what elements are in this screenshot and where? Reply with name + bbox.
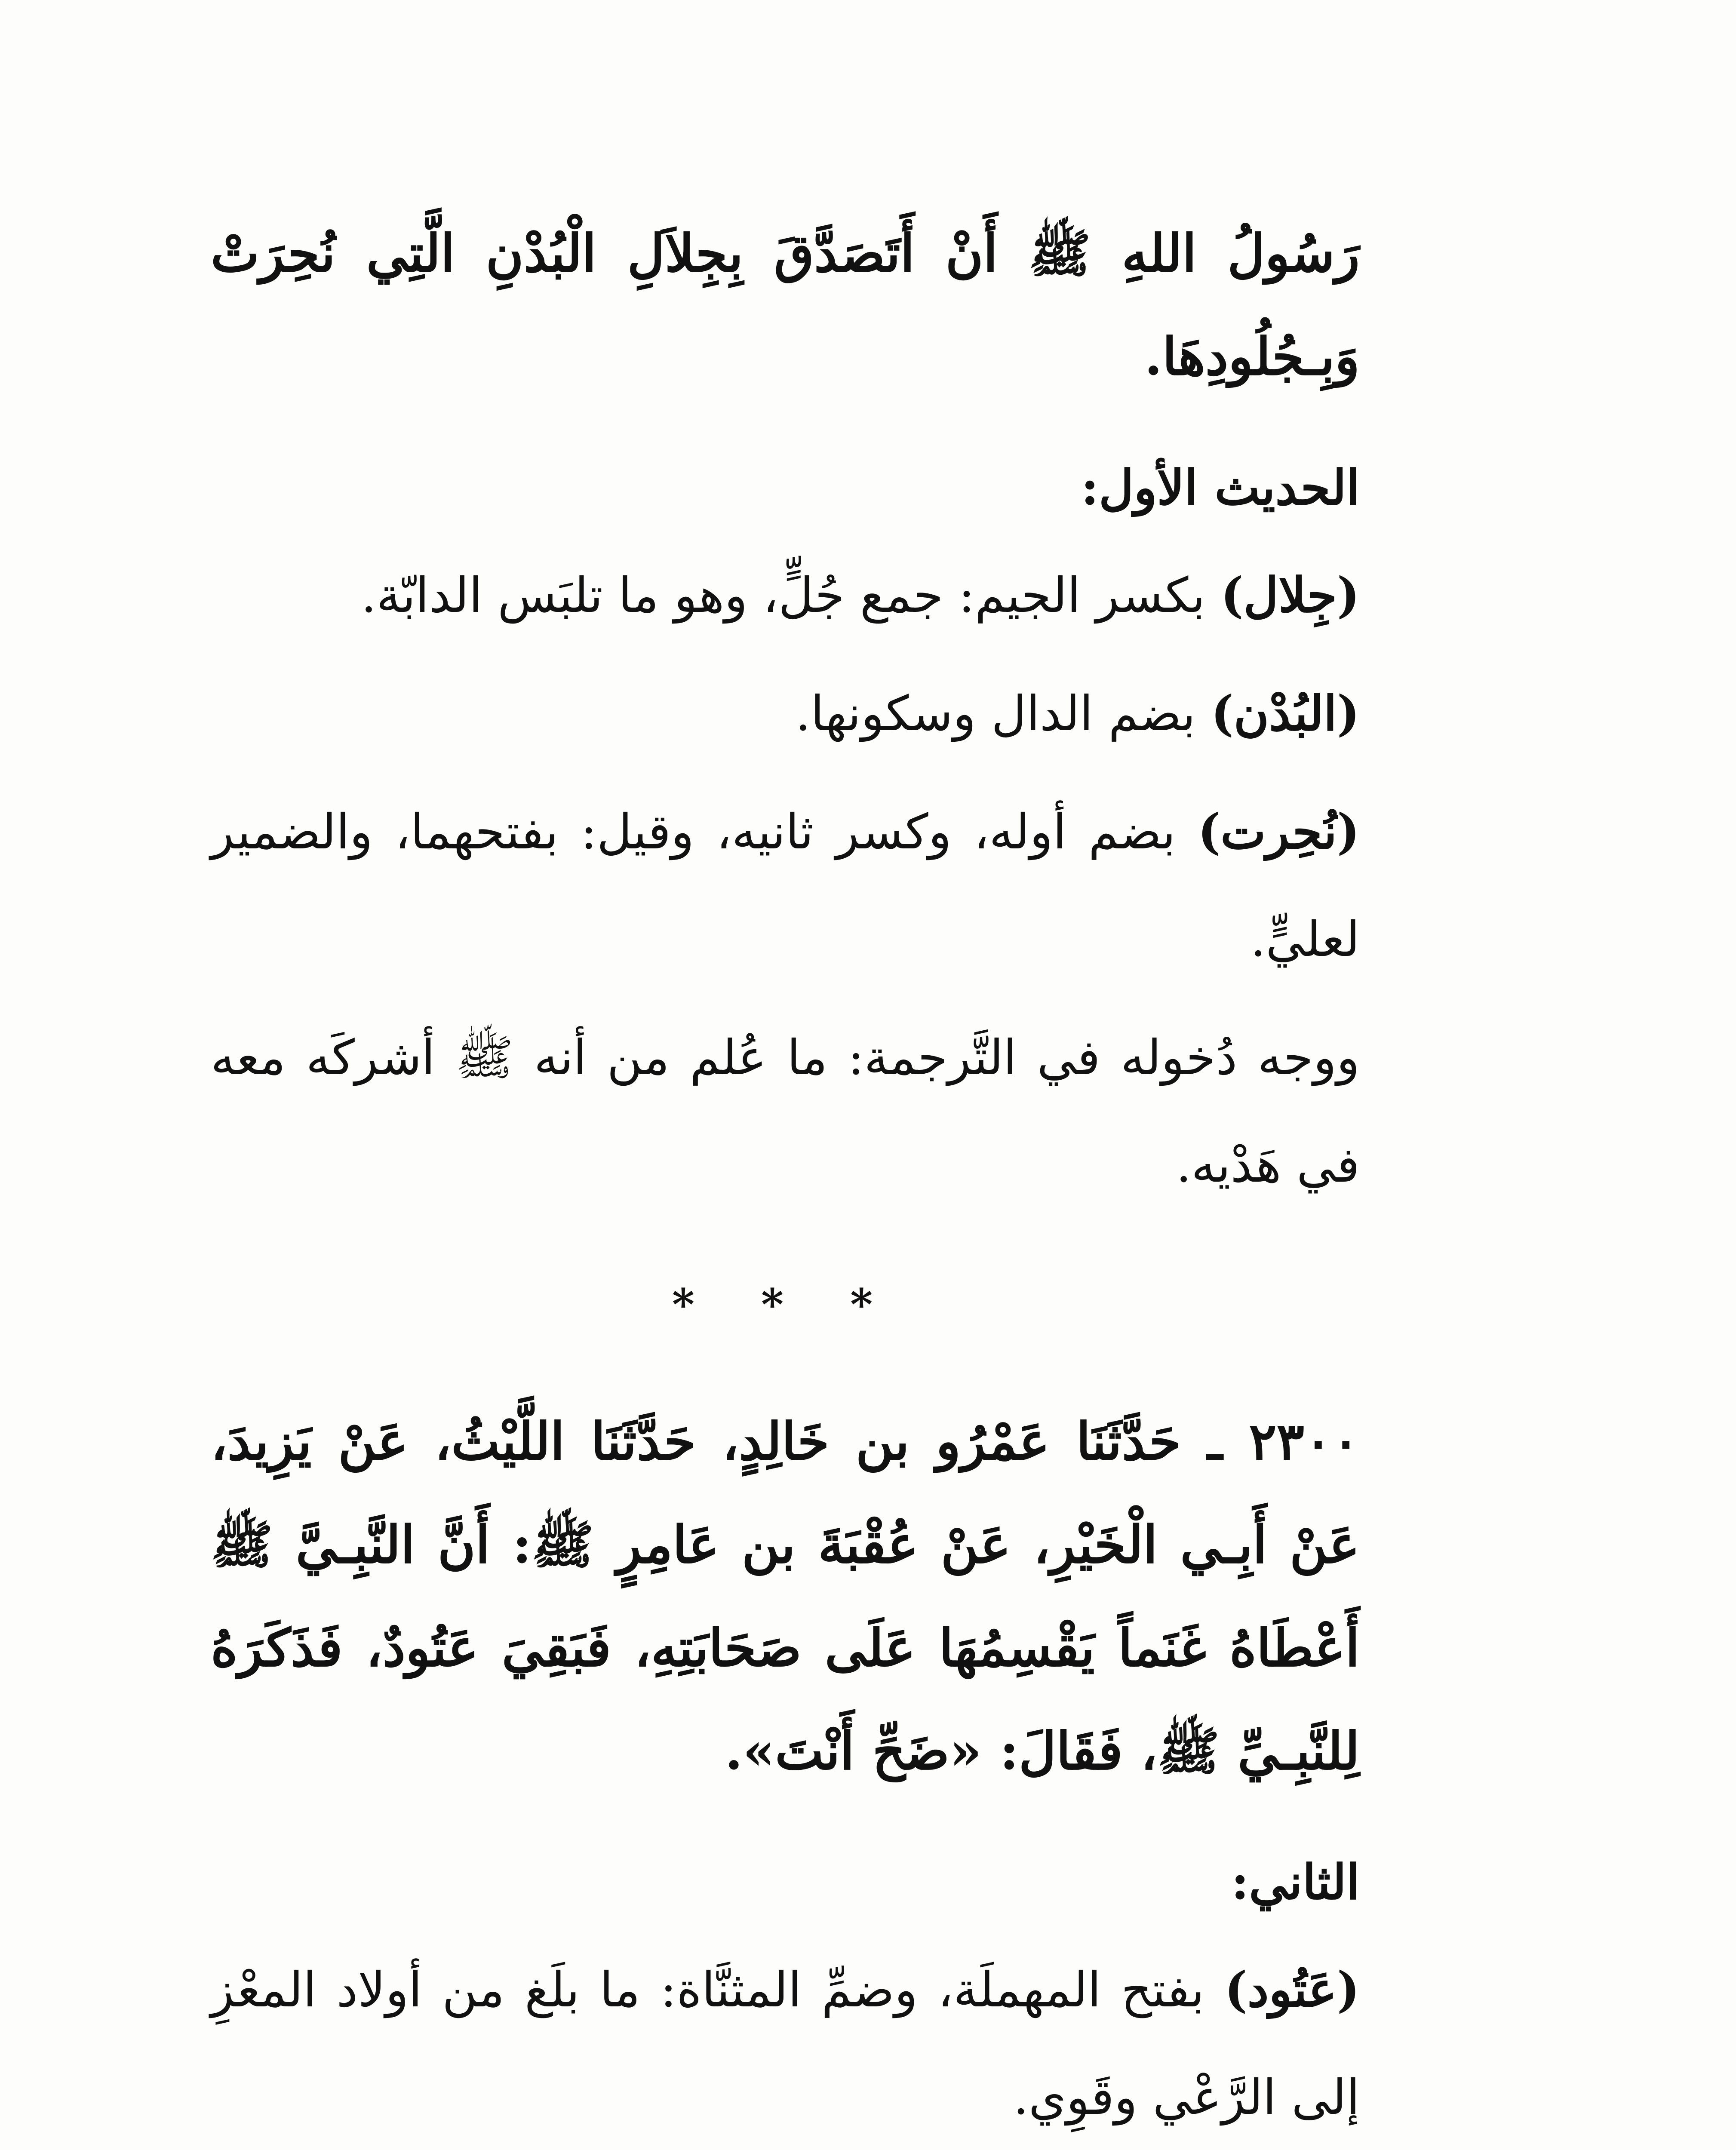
first-hadith-heading: الحديث الأول: (1081, 460, 1360, 516)
section-separator: * * * (672, 1279, 899, 1330)
hadith-2300: ٢٣٠٠ ـ حَدَّثَنَا عَمْرُو بن خَالِدٍ، حَدَّثَنَا اللَّيْثُ، عَنْ يَزِيدَ، عَنْ أَبِـي الْخَيْرِ، عَنْ عُقْبَةَ بن عَامِرٍ ﷺ: أَنَّ النَّبِـيَّ ﷺ أَعْطَاهُ غَنَماً يَقْسِمُهَا عَلَى صَحَابَتِهِ، فَبَقِيَ عَتُودٌ، فَذَكَرَهُ لِلنَّبِـيِّ ﷺ، فَقَالَ: «ضَحِّ أَنْتَ». (211, 1411, 1360, 1781)
commentary-text: بضم أوله، وكسر ثانيه، وقيل: بفتحهما، والضمير لعليٍّ. (211, 804, 1360, 968)
commentary-paragraph-jilal (211, 542, 1360, 649)
commentary-paragraph-relevance: ووجه دُخوله في التَّرجمة: ما عُلم من أنه ﷺ أشركَه معه في هَدْيه. (211, 1030, 1360, 1193)
term-nuhirat: (نُحِرت) (1198, 804, 1360, 860)
term-budn: (البُدْن) (1211, 685, 1360, 742)
term-jilal: (جِلال) (1220, 567, 1360, 624)
commentary-text: بكسر الجيم: جمع جُلٍّ، وهو ما تلبَس الدابّة. (361, 568, 1205, 624)
commentary-text: بفتح المهملَة، وضمِّ المثنَّاة: ما بلَغ من أولاد المعْزِ إلى الرَّعْي وقَوِي. (211, 1962, 1360, 2125)
hadith-continuation: رَسُولُ اللهِ ﷺ أَنْ أَتَصَدَّقَ بِجِلاَلِ الْبُدْنِ الَّتِي نُحِرَتْ وَبِـجُلُودِهَا. (211, 223, 1360, 387)
commentary-paragraph-nuhirat (211, 778, 1360, 993)
second-hadith-heading: الثاني: (1231, 1854, 1360, 1910)
commentary-text: بضم الدال وسكونها. (795, 686, 1196, 742)
term-atud: (عَتُود) (1224, 1962, 1360, 2018)
commentary-paragraph-atud (211, 1936, 1360, 2150)
commentary-paragraph-budn (211, 660, 1360, 768)
text-column (211, 202, 1360, 2150)
